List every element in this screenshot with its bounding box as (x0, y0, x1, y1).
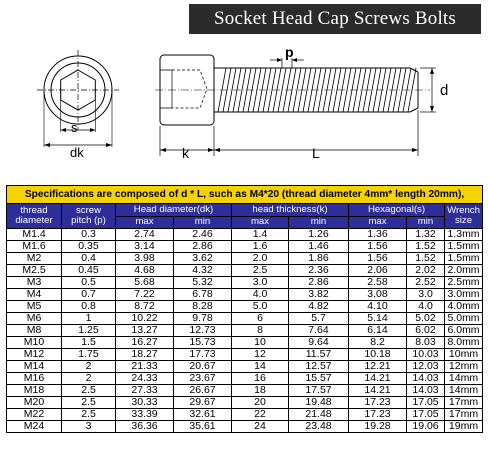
header-max: max (349, 217, 407, 229)
cell-hexagonal-min: 14.03 (407, 373, 445, 385)
cell-hexagonal-max: 3.08 (349, 289, 407, 301)
cell-screw-pitch: 3 (62, 421, 116, 433)
cell-head-thickness-max: 4.0 (232, 289, 289, 301)
table-row (7, 373, 483, 385)
spec-banner-row (7, 186, 483, 204)
cell-hexagonal-min: 10.03 (407, 349, 445, 361)
cell-thread-diameter: M18 (7, 385, 62, 397)
specification-rows (7, 229, 483, 433)
cell-head-diameter-min: 4.32 (174, 265, 232, 277)
cell-wrench-size: 14mm (445, 385, 483, 397)
cell-head-diameter-max: 27.33 (116, 385, 174, 397)
cell-screw-pitch: 1.25 (62, 325, 116, 337)
cell-head-thickness-max: 8 (232, 325, 289, 337)
cell-head-thickness-max: 14 (232, 361, 289, 373)
cell-hexagonal-min: 6.02 (407, 325, 445, 337)
cell-screw-pitch: 0.5 (62, 277, 116, 289)
cell-head-diameter-min: 35.61 (174, 421, 232, 433)
cell-head-thickness-min: 7.64 (289, 325, 349, 337)
cell-head-diameter-min: 6.78 (174, 289, 232, 301)
cell-head-diameter-max: 10.22 (116, 313, 174, 325)
cell-hexagonal-max: 14.21 (349, 385, 407, 397)
cell-screw-pitch: 1 (62, 313, 116, 325)
cell-head-diameter-min: 20.67 (174, 361, 232, 373)
cell-screw-pitch: 0.7 (62, 289, 116, 301)
cell-head-diameter-min: 2.46 (174, 229, 232, 241)
cell-head-diameter-max: 13.27 (116, 325, 174, 337)
header-head-thickness: head thickness(k) (232, 204, 349, 217)
cell-wrench-size: 10mm (445, 349, 483, 361)
header-min: min (407, 217, 445, 229)
cell-hexagonal-min: 3.0 (407, 289, 445, 301)
header-max: max (116, 217, 174, 229)
cell-thread-diameter: M3 (7, 277, 62, 289)
cell-hexagonal-max: 2.06 (349, 265, 407, 277)
cell-head-diameter-min: 29.67 (174, 397, 232, 409)
cell-head-diameter-max: 7.22 (116, 289, 174, 301)
header-head-diameter: Head diameter(dk) (116, 204, 232, 217)
cell-thread-diameter: M1.4 (7, 229, 62, 241)
cell-hexagonal-min: 17.05 (407, 409, 445, 421)
cell-screw-pitch: 0.8 (62, 301, 116, 313)
cell-head-diameter-max: 2.74 (116, 229, 174, 241)
cell-head-diameter-min: 2.86 (174, 241, 232, 253)
cell-head-thickness-max: 18 (232, 385, 289, 397)
cell-screw-pitch: 2.5 (62, 397, 116, 409)
table-row (7, 289, 483, 301)
cell-thread-diameter: M16 (7, 373, 62, 385)
cell-wrench-size: 2.0mm (445, 265, 483, 277)
label-k: k (182, 145, 189, 161)
cell-hexagonal-min: 8.03 (407, 337, 445, 349)
cell-thread-diameter: M2.5 (7, 265, 62, 277)
cell-screw-pitch: 0.3 (62, 229, 116, 241)
cell-head-diameter-max: 5.68 (116, 277, 174, 289)
cell-hexagonal-min: 1.52 (407, 253, 445, 265)
cell-head-thickness-min: 4.82 (289, 301, 349, 313)
table-row (7, 409, 483, 421)
length-dimensions (160, 58, 436, 156)
cell-wrench-size: 1.5mm (445, 253, 483, 265)
cell-head-thickness-min: 5.7 (289, 313, 349, 325)
table-row (7, 265, 483, 277)
cell-hexagonal-min: 1.32 (407, 229, 445, 241)
cell-head-thickness-min: 9.64 (289, 337, 349, 349)
table-row (7, 241, 483, 253)
cell-head-thickness-max: 16 (232, 373, 289, 385)
cell-hexagonal-min: 14.03 (407, 385, 445, 397)
cell-head-diameter-min: 17.73 (174, 349, 232, 361)
label-L: L (312, 145, 320, 161)
cell-head-diameter-min: 12.73 (174, 325, 232, 337)
cell-thread-diameter: M20 (7, 397, 62, 409)
cell-head-thickness-max: 10 (232, 337, 289, 349)
table-row (7, 421, 483, 433)
cell-hexagonal-max: 6.14 (349, 325, 407, 337)
cell-hexagonal-min: 2.02 (407, 265, 445, 277)
cell-hexagonal-min: 19.06 (407, 421, 445, 433)
cell-hexagonal-max: 5.14 (349, 313, 407, 325)
cell-hexagonal-max: 17.23 (349, 397, 407, 409)
cell-thread-diameter: M5 (7, 301, 62, 313)
cell-head-thickness-min: 1.46 (289, 241, 349, 253)
header-hexagonal: Hexagonal(s) (349, 204, 445, 217)
cell-head-diameter-max: 3.14 (116, 241, 174, 253)
cell-hexagonal-max: 2.58 (349, 277, 407, 289)
cell-head-diameter-max: 36.36 (116, 421, 174, 433)
label-d: d (440, 82, 449, 99)
cell-hexagonal-min: 17.05 (407, 397, 445, 409)
table-row (7, 313, 483, 325)
cell-thread-diameter: M24 (7, 421, 62, 433)
cell-screw-pitch: 0.4 (62, 253, 116, 265)
cell-head-diameter-max: 24.33 (116, 373, 174, 385)
cell-head-thickness-min: 1.86 (289, 253, 349, 265)
cell-head-diameter-min: 9.78 (174, 313, 232, 325)
cell-thread-diameter: M14 (7, 361, 62, 373)
cell-hexagonal-max: 14.21 (349, 373, 407, 385)
cell-head-diameter-max: 16.27 (116, 337, 174, 349)
cell-head-thickness-min: 1.26 (289, 229, 349, 241)
cell-head-thickness-min: 11.57 (289, 349, 349, 361)
cell-hexagonal-max: 19.28 (349, 421, 407, 433)
cell-head-diameter-min: 3.62 (174, 253, 232, 265)
cell-hexagonal-max: 8.2 (349, 337, 407, 349)
cell-screw-pitch: 2.5 (62, 385, 116, 397)
label-p: p (285, 44, 294, 60)
cell-thread-diameter: M4 (7, 289, 62, 301)
page-title: Socket Head Cap Screws Bolts (189, 4, 481, 34)
cell-head-thickness-min: 2.36 (289, 265, 349, 277)
header-max: max (232, 217, 289, 229)
cell-head-thickness-max: 3.0 (232, 277, 289, 289)
table-row (7, 397, 483, 409)
cell-head-thickness-max: 12 (232, 349, 289, 361)
cell-wrench-size: 2.5mm (445, 277, 483, 289)
cell-wrench-size: 1.5mm (445, 241, 483, 253)
header-min: min (289, 217, 349, 229)
table-row (7, 277, 483, 289)
cell-head-thickness-min: 3.82 (289, 289, 349, 301)
header-thread-diameter (7, 204, 62, 229)
cell-head-diameter-max: 3.98 (116, 253, 174, 265)
head-end-view (37, 50, 119, 147)
cell-hexagonal-min: 4.0 (407, 301, 445, 313)
cell-head-diameter-min: 8.28 (174, 301, 232, 313)
cell-wrench-size: 4.0mm (445, 301, 483, 313)
header-thread-diameter-line1: thread (20, 204, 48, 216)
cell-wrench-size: 1.3mm (445, 229, 483, 241)
cell-head-thickness-max: 20 (232, 397, 289, 409)
cell-hexagonal-min: 2.52 (407, 277, 445, 289)
header-wrench-size-line2: size (454, 215, 473, 226)
cell-head-diameter-max: 21.33 (116, 361, 174, 373)
table-row (7, 361, 483, 373)
cell-head-thickness-min: 17.57 (289, 385, 349, 397)
cell-thread-diameter: M22 (7, 409, 62, 421)
table-row (7, 349, 483, 361)
header-screw-pitch-line2: pitch (p) (71, 215, 106, 226)
cell-head-diameter-min: 5.32 (174, 277, 232, 289)
cell-wrench-size: 12mm (445, 361, 483, 373)
specification-table (6, 185, 483, 433)
cell-head-thickness-min: 12.57 (289, 361, 349, 373)
cell-wrench-size: 5.0mm (445, 313, 483, 325)
table-row (7, 337, 483, 349)
cell-head-diameter-max: 4.68 (116, 265, 174, 277)
cell-screw-pitch: 1.75 (62, 349, 116, 361)
cell-head-thickness-max: 1.6 (232, 241, 289, 253)
cell-wrench-size: 17mm (445, 409, 483, 421)
cell-hexagonal-max: 10.18 (349, 349, 407, 361)
cell-hexagonal-max: 1.56 (349, 241, 407, 253)
cell-thread-diameter: M2 (7, 253, 62, 265)
cell-hexagonal-max: 1.56 (349, 253, 407, 265)
header-screw-pitch (62, 204, 116, 229)
cell-head-diameter-max: 8.72 (116, 301, 174, 313)
cell-hexagonal-min: 1.52 (407, 241, 445, 253)
cell-thread-diameter: M10 (7, 337, 62, 349)
side-view (155, 55, 430, 125)
cell-head-thickness-min: 15.57 (289, 373, 349, 385)
cell-head-thickness-max: 1.4 (232, 229, 289, 241)
cell-thread-diameter: M6 (7, 313, 62, 325)
cell-head-thickness-max: 6 (232, 313, 289, 325)
cell-screw-pitch: 2.5 (62, 409, 116, 421)
cell-hexagonal-min: 12.03 (407, 361, 445, 373)
screw-dimension-drawing (0, 30, 488, 170)
table-row (7, 301, 483, 313)
cell-head-thickness-min: 21.48 (289, 409, 349, 421)
cell-head-diameter-min: 26.67 (174, 385, 232, 397)
label-s: s (71, 120, 78, 135)
cell-wrench-size: 17mm (445, 397, 483, 409)
cell-head-diameter-max: 30.33 (116, 397, 174, 409)
cell-screw-pitch: 0.35 (62, 241, 116, 253)
table-row (7, 385, 483, 397)
label-dk: dk (70, 145, 84, 160)
header-wrench-size-line1: Wrench (447, 204, 480, 216)
cell-head-diameter-max: 18.27 (116, 349, 174, 361)
table-row (7, 253, 483, 265)
cell-head-diameter-min: 32.61 (174, 409, 232, 421)
header-row-1 (7, 204, 483, 217)
cell-head-thickness-max: 2.0 (232, 253, 289, 265)
header-thread-diameter-line2: diameter (15, 215, 53, 226)
cell-screw-pitch: 2 (62, 373, 116, 385)
cell-wrench-size: 3.0mm (445, 289, 483, 301)
cell-head-thickness-min: 23.48 (289, 421, 349, 433)
cell-screw-pitch: 0.45 (62, 265, 116, 277)
cell-hexagonal-max: 17.23 (349, 409, 407, 421)
header-wrench-size (445, 204, 483, 229)
cell-head-thickness-max: 5.0 (232, 301, 289, 313)
cell-wrench-size: 19mm (445, 421, 483, 433)
cell-thread-diameter: M8 (7, 325, 62, 337)
cell-head-diameter-min: 23.67 (174, 373, 232, 385)
spec-banner: Specifications are composed of d * L, such as M4*20 (thread diameter 4mm* length 20mm), (7, 186, 483, 204)
table-row (7, 229, 483, 241)
cell-screw-pitch: 1.5 (62, 337, 116, 349)
cell-head-thickness-max: 2.5 (232, 265, 289, 277)
cell-head-thickness-min: 19.48 (289, 397, 349, 409)
cell-thread-diameter: M12 (7, 349, 62, 361)
table-row (7, 325, 483, 337)
cell-head-thickness-max: 22 (232, 409, 289, 421)
cell-hexagonal-max: 1.36 (349, 229, 407, 241)
cell-wrench-size: 6.0mm (445, 325, 483, 337)
cell-head-thickness-max: 24 (232, 421, 289, 433)
cell-hexagonal-max: 12.21 (349, 361, 407, 373)
cell-wrench-size: 14mm (445, 373, 483, 385)
cell-screw-pitch: 2 (62, 361, 116, 373)
cell-head-diameter-max: 33.39 (116, 409, 174, 421)
cell-head-diameter-min: 15.73 (174, 337, 232, 349)
cell-wrench-size: 8.0mm (445, 337, 483, 349)
cell-hexagonal-max: 4.10 (349, 301, 407, 313)
cell-head-thickness-min: 2.86 (289, 277, 349, 289)
header-screw-pitch-line1: screw (75, 204, 102, 216)
header-min: min (174, 217, 232, 229)
cell-thread-diameter: M1.6 (7, 241, 62, 253)
cell-hexagonal-min: 5.02 (407, 313, 445, 325)
